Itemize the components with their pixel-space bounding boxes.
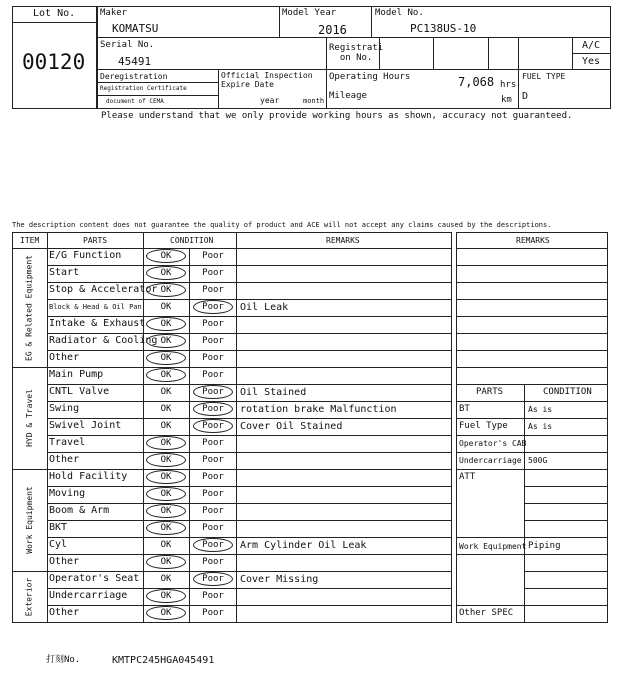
ok-selected-circle xyxy=(146,334,186,348)
part-label: Block & Head & Oil Pan xyxy=(49,303,142,311)
lot-no-value: 00120 xyxy=(22,50,86,74)
registration-certificate-label: Registration Certificate xyxy=(100,85,187,92)
model-no-label: Model No. xyxy=(375,8,424,18)
ok-option: OK xyxy=(160,404,172,414)
row-divider xyxy=(12,367,452,368)
official-inspection-label: Official Inspection Expire Date xyxy=(221,71,313,89)
poor-option: Poor xyxy=(202,540,224,550)
poor-option: Poor xyxy=(202,404,224,414)
part-label: Swing xyxy=(49,403,80,414)
group-label: EG & Related Equipment xyxy=(24,254,34,361)
ok-option: OK xyxy=(160,251,172,261)
maker-label: Maker xyxy=(100,8,128,18)
row-divider xyxy=(47,537,452,538)
ok-selected-circle xyxy=(146,436,186,450)
fuel-type-label: FUEL TYPE xyxy=(522,72,566,81)
right-remarks-header: REMARKS xyxy=(516,236,550,245)
row-divider xyxy=(47,435,452,436)
row-divider xyxy=(47,452,452,453)
stamp-label: 打刻No. xyxy=(46,655,81,665)
part-label: Cyl xyxy=(49,539,68,550)
poor-option: Poor xyxy=(202,591,224,601)
part-label: Moving xyxy=(49,488,86,499)
ok-selected-circle xyxy=(146,283,186,297)
part-label: E/G Function xyxy=(49,250,122,261)
part-label: BKT xyxy=(49,522,68,533)
row-divider xyxy=(47,316,452,317)
ok-option: OK xyxy=(160,336,172,346)
row-divider xyxy=(47,333,452,334)
part-label: Hold Facility xyxy=(49,471,128,482)
group-label: Exterior xyxy=(24,577,34,616)
ok-option: OK xyxy=(160,557,172,567)
row-divider xyxy=(47,384,452,385)
poor-option: Poor xyxy=(202,336,224,346)
right-condition-header: CONDITION xyxy=(543,387,592,397)
ac-label: A/C xyxy=(582,40,601,51)
ok-option: OK xyxy=(160,455,172,465)
year-label: year xyxy=(260,96,280,105)
part-label: Undercarriage xyxy=(49,590,128,601)
ok-option: OK xyxy=(160,472,172,482)
row-divider xyxy=(47,418,452,419)
part-label: Other xyxy=(49,607,80,618)
ok-option: OK xyxy=(160,506,172,516)
poor-selected-circle xyxy=(193,385,233,399)
row-divider xyxy=(47,503,452,504)
poor-option: Poor xyxy=(202,285,224,295)
poor-option: Poor xyxy=(202,370,224,380)
registration-label: Registrati on No. xyxy=(329,43,384,64)
col-condition-header: CONDITION xyxy=(170,236,214,245)
ok-option: OK xyxy=(160,438,172,448)
ok-option: OK xyxy=(160,591,172,601)
poor-option: Poor xyxy=(202,574,224,584)
poor-option: Poor xyxy=(202,268,224,278)
ok-selected-circle xyxy=(146,521,186,535)
right-part-bt: BT xyxy=(459,404,470,414)
fuel-type-value: D xyxy=(522,91,529,102)
row-divider xyxy=(47,299,452,300)
poor-option: Poor xyxy=(202,387,224,397)
col-remarks-header: REMARKS xyxy=(326,236,360,245)
work-equipment-value: Piping xyxy=(528,541,561,551)
ok-selected-circle xyxy=(146,351,186,365)
ok-selected-circle xyxy=(146,504,186,518)
model-year-value: 2016 xyxy=(318,23,347,37)
ok-option: OK xyxy=(160,353,172,363)
ok-option: OK xyxy=(160,387,172,397)
row-divider xyxy=(47,401,452,402)
row-divider xyxy=(47,554,452,555)
ok-option: OK xyxy=(160,523,172,533)
ok-option: OK xyxy=(160,370,172,380)
poor-option: Poor xyxy=(202,489,224,499)
operating-hours-value: 7,068 xyxy=(458,75,495,89)
ok-selected-circle xyxy=(146,453,186,467)
km-label: km xyxy=(501,95,512,105)
poor-option: Poor xyxy=(202,438,224,448)
group-label: HYD & Travel xyxy=(24,389,34,447)
right-cond-fuel-type: As is xyxy=(528,422,553,431)
poor-selected-circle xyxy=(193,402,233,416)
month-label: month xyxy=(303,97,325,105)
ok-option: OK xyxy=(160,268,172,278)
model-no-value: PC138US-10 xyxy=(410,22,477,35)
ok-selected-circle xyxy=(146,368,186,382)
col-parts-header: PARTS xyxy=(83,236,108,245)
part-label: Stop & Accelerator xyxy=(49,284,158,295)
part-label: Travel xyxy=(49,437,86,448)
poor-option: Poor xyxy=(202,353,224,363)
right-part-operator-cab: Operator's CAB xyxy=(459,439,527,448)
ok-option: OK xyxy=(160,540,172,550)
deregistration-label: Deregistration xyxy=(100,72,168,81)
ok-selected-circle xyxy=(146,606,186,620)
group-label: Work Equipment xyxy=(24,486,34,554)
ok-option: OK xyxy=(160,302,172,312)
ok-selected-circle xyxy=(146,249,186,263)
right-part-undercarriage: Undercarriage xyxy=(459,456,522,465)
model-year-label: Model Year xyxy=(282,8,337,18)
remark-text: Cover Oil Stained xyxy=(240,421,343,432)
ok-option: OK xyxy=(160,574,172,584)
remark-text: Oil Stained xyxy=(240,387,307,398)
ok-selected-circle xyxy=(146,317,186,331)
ok-option: OK xyxy=(160,421,172,431)
poor-option: Poor xyxy=(202,608,224,618)
hours-note: Please understand that we only provide working hours as shown, accuracy not guaranteed. xyxy=(101,111,573,121)
ok-option: OK xyxy=(160,489,172,499)
ok-option: OK xyxy=(160,285,172,295)
ok-selected-circle xyxy=(146,589,186,603)
right-parts-header: PARTS xyxy=(476,387,504,397)
poor-option: Poor xyxy=(202,251,224,261)
part-label: Other xyxy=(49,352,80,363)
stamp-value: KMTPC245HGA045491 xyxy=(112,655,215,666)
poor-option: Poor xyxy=(202,557,224,567)
lot-no-label: Lot No. xyxy=(33,8,76,19)
poor-option: Poor xyxy=(202,472,224,482)
other-spec-label: Other SPEC xyxy=(459,608,514,618)
part-label: Other xyxy=(49,556,80,567)
part-label: Operator's Seat xyxy=(49,573,140,584)
part-label: Swivel Joint xyxy=(49,420,122,431)
row-divider xyxy=(47,486,452,487)
row-divider xyxy=(47,520,452,521)
ok-selected-circle xyxy=(146,487,186,501)
part-label: Intake & Exhaust xyxy=(49,318,146,329)
right-cond-bt: As is xyxy=(528,405,553,414)
row-divider xyxy=(47,588,452,589)
right-cond-undercarriage: 500G xyxy=(528,456,548,465)
poor-selected-circle xyxy=(193,572,233,586)
row-divider xyxy=(12,571,452,572)
ok-selected-circle xyxy=(146,555,186,569)
document-cema-label: document of CEMA xyxy=(106,98,164,105)
serial-no-label: Serial No. xyxy=(100,40,155,50)
col-item-header: ITEM xyxy=(20,236,40,245)
part-label: Start xyxy=(49,267,80,278)
right-part-fuel-type: Fuel Type xyxy=(459,421,508,431)
ok-option: OK xyxy=(160,319,172,329)
ok-selected-circle xyxy=(146,266,186,280)
poor-option: Poor xyxy=(202,319,224,329)
serial-no-value: 45491 xyxy=(118,55,152,68)
part-label: Other xyxy=(49,454,80,465)
part-label: Boom & Arm xyxy=(49,505,110,516)
maker-value: KOMATSU xyxy=(112,22,159,35)
row-divider xyxy=(12,469,452,470)
row-divider xyxy=(47,605,452,606)
poor-option: Poor xyxy=(202,455,224,465)
remark-text: Cover Missing xyxy=(240,574,319,585)
part-label: Radiator & Cooling xyxy=(49,335,158,346)
work-equipment-label: Work Equipment xyxy=(459,542,527,551)
header-divider xyxy=(12,248,452,249)
remark-text: Oil Leak xyxy=(240,302,289,313)
row-divider xyxy=(47,265,452,266)
ok-selected-circle xyxy=(146,470,186,484)
mileage-label: Mileage xyxy=(329,91,367,101)
hrs-label: hrs xyxy=(500,80,517,90)
part-label: CNTL Valve xyxy=(49,386,110,397)
poor-selected-circle xyxy=(193,419,233,433)
poor-option: Poor xyxy=(202,506,224,516)
att-label: ATT xyxy=(459,472,476,482)
disclaimer: The description content does not guarantee the quality of product and ACE will not accept any claims caused by the descriptions. xyxy=(12,221,552,229)
part-label: Main Pump xyxy=(49,369,104,380)
ac-value: Yes xyxy=(582,56,601,67)
poor-option: Poor xyxy=(202,523,224,533)
remark-text: rotation brake Malfunction xyxy=(240,404,397,415)
poor-option: Poor xyxy=(202,302,224,312)
poor-option: Poor xyxy=(202,421,224,431)
poor-selected-circle xyxy=(193,300,233,314)
poor-selected-circle xyxy=(193,538,233,552)
operating-hours-label: Operating Hours xyxy=(329,72,411,82)
ok-option: OK xyxy=(160,608,172,618)
row-divider xyxy=(47,350,452,351)
remark-text: Arm Cylinder Oil Leak xyxy=(240,540,367,551)
row-divider xyxy=(47,282,452,283)
